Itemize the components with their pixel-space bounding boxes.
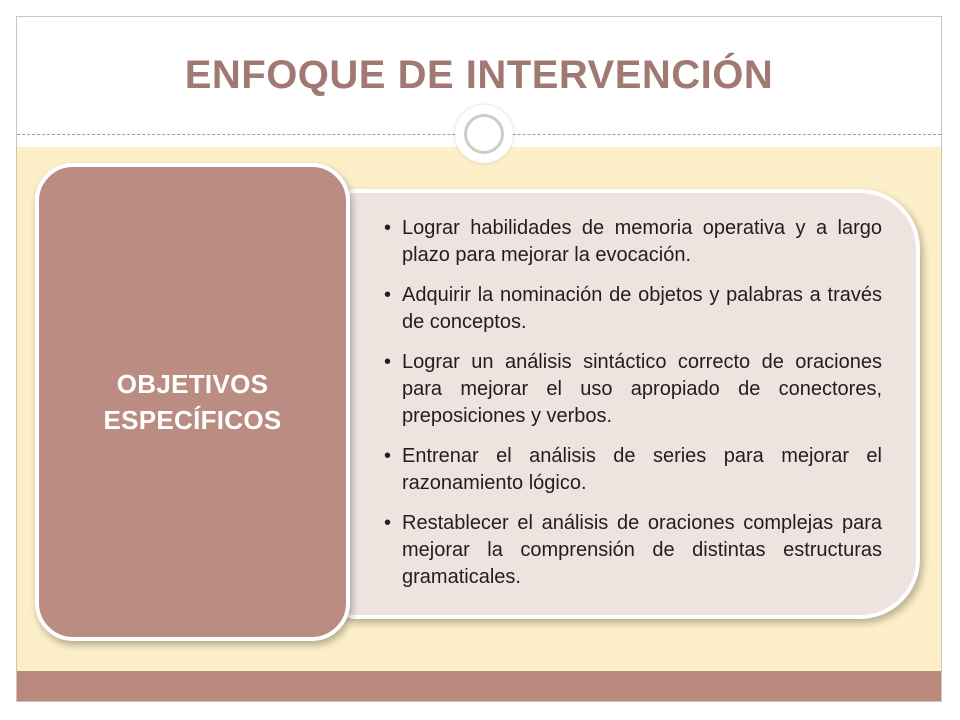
objectives-list (384, 215, 882, 604)
slide-title: ENFOQUE DE INTERVENCIÓN (184, 53, 774, 97)
label-line-1: OBJETIVOS (116, 369, 269, 399)
objective-item: • Lograr habilidades de memoria operativa y a largo plazo para mejorar la evocación. (384, 215, 882, 269)
circle-ornament-icon (455, 105, 513, 163)
objectives-label-box (35, 163, 350, 641)
objective-item: • Adquirir la nominación de objetos y palabras a través de conceptos. (384, 282, 882, 336)
objectives-panel (340, 189, 920, 619)
bottom-band (17, 671, 941, 702)
objective-item: • Entrenar el análisis de series para mejorar el razonamiento lógico. (384, 443, 882, 497)
slide-frame (16, 16, 942, 702)
objective-item: • Lograr un análisis sintáctico correcto de oraciones para mejorar el uso apropiado de conectores, preposiciones y verbos. (384, 349, 882, 430)
objective-item: • Restablecer el análisis de oraciones complejas para mejorar la comprensión de distintas estructuras gramaticales. (384, 510, 882, 591)
label-line-2: ESPECÍFICOS (103, 405, 282, 435)
